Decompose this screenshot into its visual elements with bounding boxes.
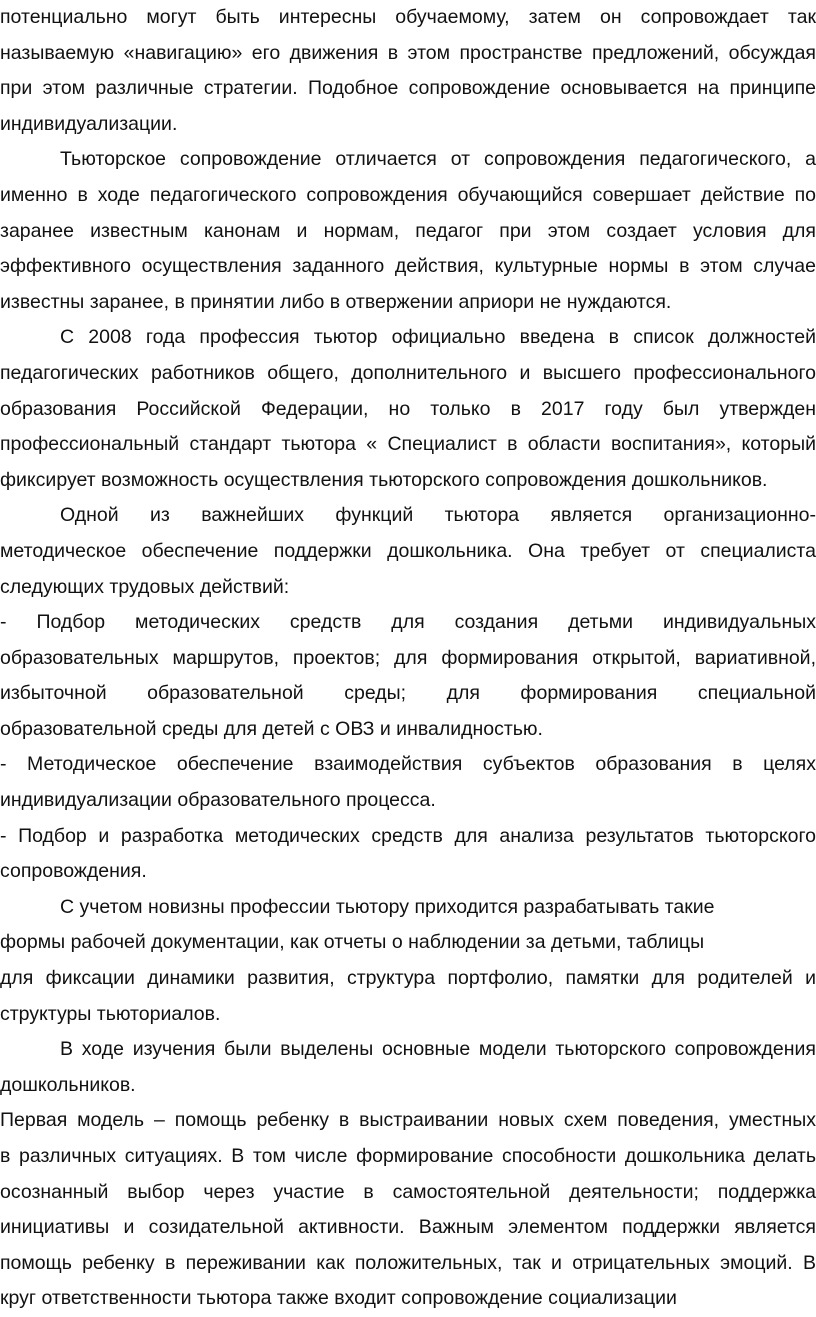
- text-line: сопровождения.: [0, 860, 147, 883]
- text-line: для фиксации динамики развития, структура портфолио, памятки для родителей и: [0, 967, 816, 990]
- text-line: потенциально могут быть интересны обучаемому, затем он сопровождает так: [0, 6, 816, 28]
- text-line: педагогических работников общего, дополнительного и высшего профессионального: [0, 361, 816, 384]
- text-line: дошкольников.: [0, 1073, 136, 1096]
- text-line: осознанный выбор через участие в самостоятельной деятельности; поддержка: [0, 1180, 816, 1203]
- text-line: - Методическое обеспечение взаимодействия субъектов образования в целях: [0, 753, 816, 776]
- text-line: именно в ходе педагогического сопровождения обучающийся совершает действие по: [0, 183, 816, 206]
- text-line: В ходе изучения были выделены основные модели тьюторского сопровождения: [60, 1038, 816, 1061]
- text-line: называемую «навигацию» его движения в этом пространстве предложений, обсуждая: [0, 41, 816, 64]
- text-line: инициативы и созидательной активности. Важным элементом поддержки является: [0, 1216, 816, 1239]
- text-line: С 2008 года профессия тьютор официально введена в список должностей: [60, 326, 816, 349]
- text-line: следующих трудовых действий:: [0, 575, 290, 598]
- text-line: заранее известным канонам и нормам, педагог при этом создает условия для: [0, 219, 816, 242]
- text-line: - Подбор и разработка методических средств для анализа результатов тьюторского: [0, 824, 816, 847]
- text-line: структуры тьюториалов.: [0, 1002, 221, 1025]
- text-line: - Подбор методических средств для создания детьми индивидуальных: [0, 611, 816, 634]
- text-line: эффективного осуществления заданного действия, культурные нормы в этом случае: [0, 255, 816, 278]
- text-line: известны заранее, в принятии либо в отвержении априори не нуждаются.: [0, 290, 672, 313]
- text-line: помощь ребенку в переживании как положительных, так и отрицательных эмоций. В: [0, 1251, 816, 1274]
- text-line: круг ответственности тьютора также входит сопровождение социализации: [0, 1287, 677, 1310]
- text-line: формы рабочей документации, как отчеты о наблюдении за детьми, таблицы: [0, 931, 705, 954]
- text-line: при этом различные стратегии. Подобное сопровождение основывается на принципе: [0, 77, 816, 100]
- text-line: в различных ситуациях. В том числе формирование способности дошкольника делать: [0, 1145, 816, 1167]
- text-line: профессиональный стандарт тьютора « Специалист в области воспитания», который: [0, 433, 816, 456]
- text-line: Первая модель – помощь ребенку в выстраивании новых схем поведения, уместных: [0, 1109, 816, 1132]
- text-line: избыточной образовательной среды; для формирования специальной: [0, 682, 816, 705]
- text-line: методическое обеспечение поддержки дошкольника. Она требует от специалиста: [0, 539, 816, 562]
- text-line: образовательной среды для детей с ОВЗ и инвалидностью.: [0, 717, 543, 740]
- text-line: индивидуализации.: [0, 112, 178, 135]
- text-line: образовательных маршрутов, проектов; для формирования открытой, вариативной,: [0, 646, 816, 669]
- text-line: Тьюторское сопровождение отличается от сопровождения педагогического, а: [60, 148, 816, 171]
- text-line: индивидуализации образовательного процесса.: [0, 789, 436, 812]
- text-line: Одной из важнейших функций тьютора является организационно-: [60, 504, 816, 527]
- text-line: С учетом новизны профессии тьютору приходится разрабатывать такие: [60, 895, 715, 918]
- text-line: фиксирует возможность осуществления тьюторского сопровождения дошкольников.: [0, 468, 768, 491]
- text-line: образования Российской Федерации, но только в 2017 году был утвержден: [0, 397, 816, 420]
